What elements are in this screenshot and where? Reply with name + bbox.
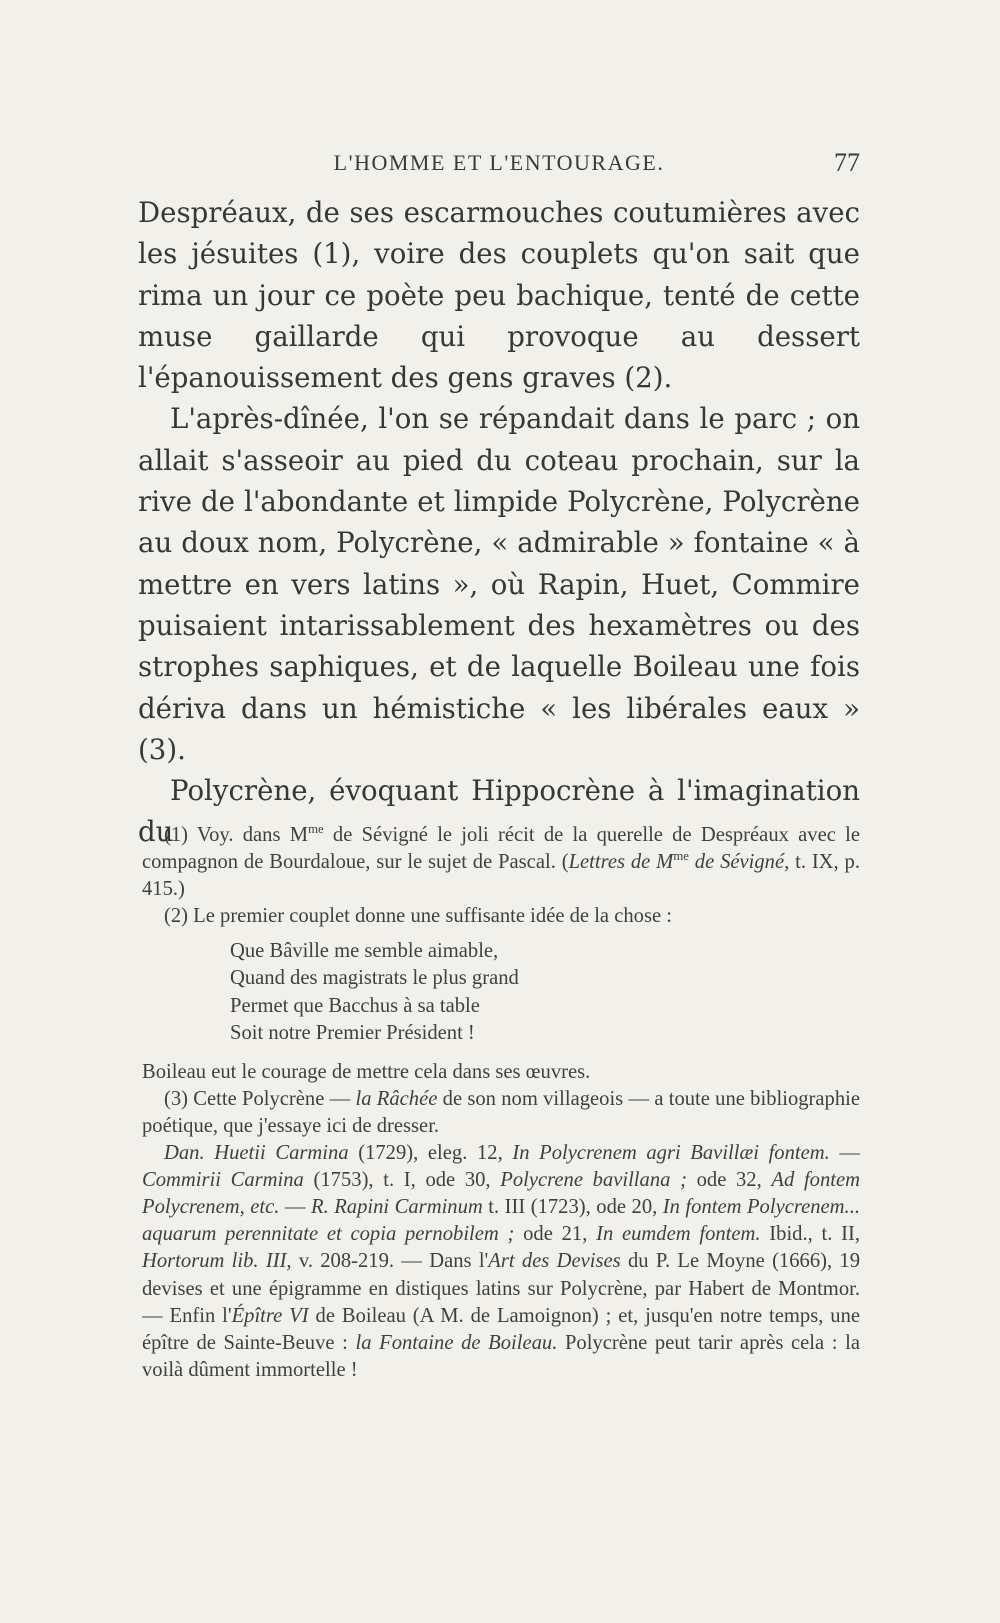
footnote-3 <box>142 1086 860 1140</box>
paragraph-2: L'après-dînée, l'on se répandait dans le parc ; on allait s'asseoir au pied du coteau prochain, sur la rive de l'abondante et limpide Polycrène, Polycrène au doux nom, Polycrène, « admirable » fontaine « à mettre en vers latins », où Rapin, Huet, Commire puisaient intarissablement des hexamètres ou des strophes saphiques, et de laquelle Boileau une fois dériva dans un hémistiche « les libérales eaux » (3). <box>138 402 860 766</box>
biblio-title: Épître VI <box>231 1304 309 1327</box>
footnote-3-bibliography <box>142 1140 860 1384</box>
footnote-3-text: de son nom villageois — a toute une bibliographie poétique, que j'essaye ici de dresser. <box>142 1087 860 1137</box>
superscript: me <box>308 822 324 837</box>
paragraph-3: Polycrène, évoquant Hippocrène à l'imagination du <box>138 774 860 849</box>
biblio-title: In fontem Polycrenem... aquarum perennitate et copia pernobilem ; <box>142 1196 861 1246</box>
poem-line: Quand des magistrats le plus grand <box>230 967 519 990</box>
footnote-2-continuation: Boileau eut le courage de mettre cela dans ses œuvres. <box>142 1060 591 1083</box>
biblio-title: la Fontaine de Boileau. <box>355 1331 558 1354</box>
footnote-1-italic: de Sévigné, <box>688 851 790 874</box>
running-head: L'HOMME ET L'ENTOURAGE. <box>333 150 665 175</box>
biblio-text: Ibid., t. II, <box>760 1223 860 1246</box>
superscript: me <box>673 849 689 864</box>
poem-line: Soit notre Premier Président ! <box>230 1021 475 1044</box>
biblio-text: Polycrène peut tarir après cela : la voilà dûment immortelle ! <box>142 1331 860 1381</box>
footnotes <box>142 822 860 1384</box>
quoted-couplet <box>230 938 860 1046</box>
biblio-title: R. Rapini Carminum <box>311 1196 483 1219</box>
poem-line: Que Bâville me semble aimable, <box>230 940 499 963</box>
biblio-title: Hortorum lib. III, <box>142 1250 292 1273</box>
biblio-title: Commirii Carmina <box>142 1169 304 1192</box>
biblio-title: Art des Devises <box>488 1250 621 1273</box>
footnote-2: (2) Le premier couplet donne une suffisante idée de la chose : <box>164 905 672 928</box>
biblio-title: Dan. Huetii Carmina <box>164 1142 349 1165</box>
biblio-text: (1753), t. I, ode 30, <box>303 1169 501 1192</box>
poem-line: Permet que Bacchus à sa table <box>230 994 480 1017</box>
footnote-1-text: de Sévigné le joli récit de la querelle de Despréaux avec le compagnon de Bourdaloue, sur le sujet de Pascal. ( <box>142 824 860 874</box>
footnote-3-italic: la Râchée <box>355 1087 438 1110</box>
footnote-3-text: (3) Cette Polycrène — <box>164 1087 356 1110</box>
page-number: 77 <box>834 148 860 177</box>
footnote-1-text: t. IX, p. 415.) <box>142 851 861 901</box>
footnote-1-text: (1) Voy. dans M <box>164 824 309 846</box>
paragraph-1: Despréaux, de ses escarmouches coutumières avec les jésuites (1), voire des couplets qu'on sait que rima un jour ce poète peu bachique, tenté de cette muse gaillarde qui provoque au dessert l'épanouissement des gens graves (2). <box>138 196 860 395</box>
biblio-title: In eumdem fontem. <box>596 1223 761 1246</box>
biblio-text: ode 21, <box>514 1223 597 1246</box>
biblio-text: v. 208-219. — Dans l' <box>291 1250 489 1273</box>
biblio-text: (1729), eleg. 12, <box>348 1142 513 1165</box>
biblio-title: Ad fontem Polycrenem, etc. <box>142 1169 860 1219</box>
biblio-title: In Polycrenem agri Bavillæi fontem. <box>512 1142 830 1165</box>
biblio-text: de Boileau (A M. de Lamoignon) ; et, jusqu'en notre temps, une épître de Sainte-Beuve : <box>142 1304 861 1354</box>
biblio-text: — <box>829 1142 861 1165</box>
biblio-title: Polycrene bavillana ; <box>500 1169 687 1192</box>
biblio-text: ode 32, <box>686 1169 772 1192</box>
biblio-text: t. III (1723), ode 20, <box>482 1196 663 1219</box>
page-header <box>138 150 860 186</box>
footnote-1-italic: Lettres de M <box>568 851 674 874</box>
footnote-1 <box>142 822 860 903</box>
biblio-text: — <box>279 1196 311 1219</box>
main-text <box>138 192 860 853</box>
biblio-text: du P. Le Moyne (1666), 19 devises et une épigramme en distiques latins sur Polycrène, par Habert de Montmor. — Enfin l' <box>142 1250 860 1327</box>
